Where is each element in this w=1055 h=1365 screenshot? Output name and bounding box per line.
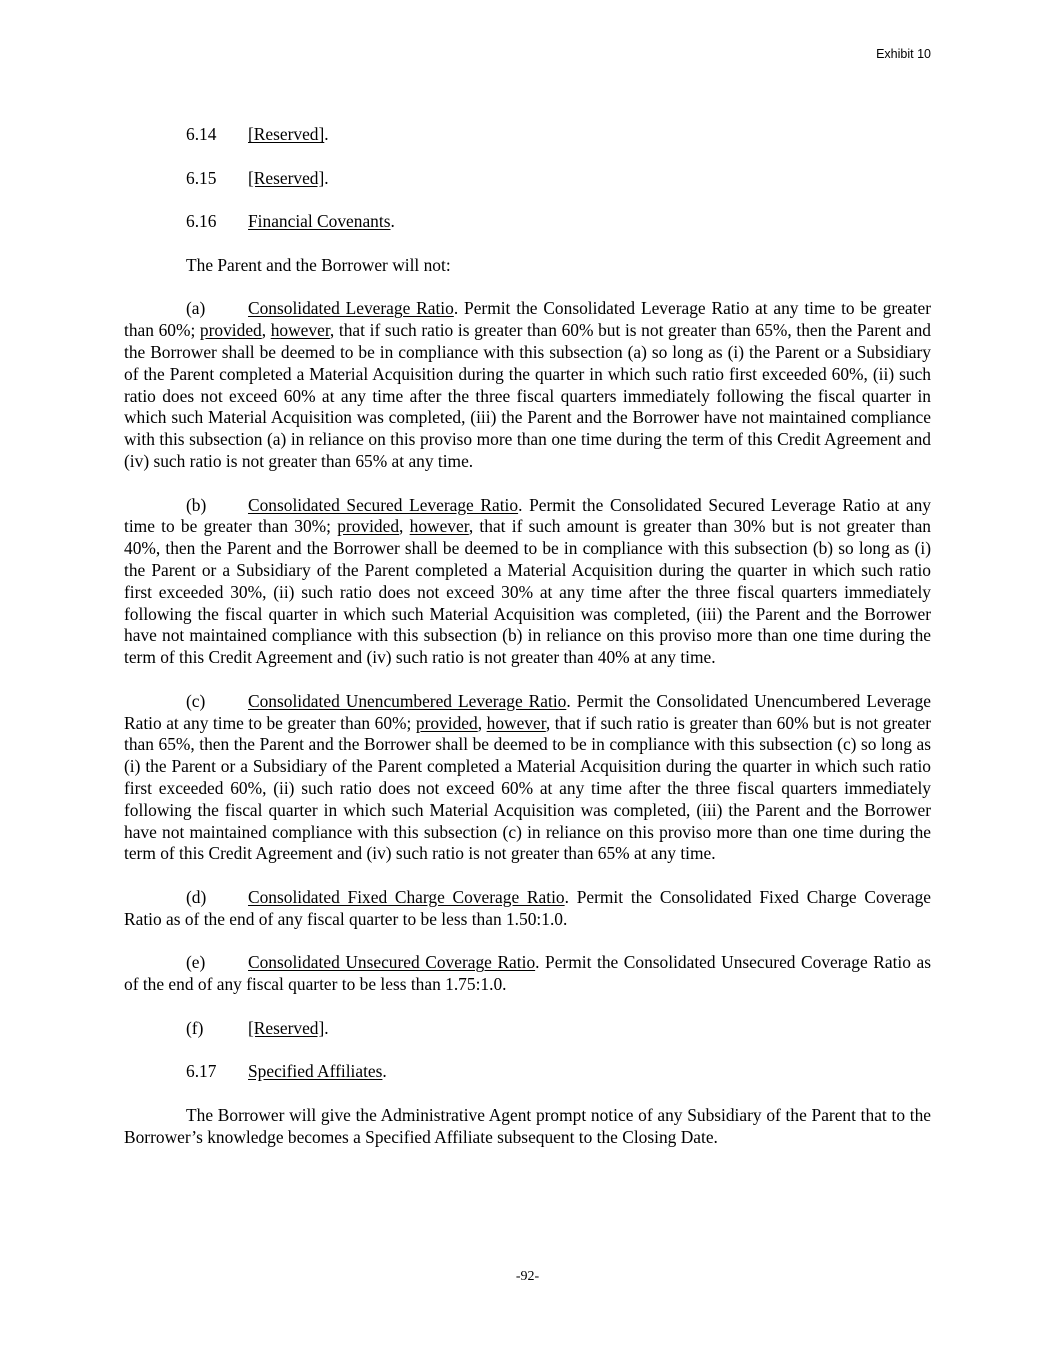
subsection-e	[124, 952, 931, 996]
section-title: Specified Affiliates	[248, 1061, 383, 1082]
subsection-title: Consolidated Fixed Charge Coverage Ratio	[248, 886, 565, 907]
subsection-label: (d)	[186, 886, 207, 907]
section-number: 6.14	[186, 124, 217, 144]
subsection-title: Consolidated Secured Leverage Ratio	[248, 494, 519, 515]
provided-term: provided	[415, 712, 478, 733]
section-punct: .	[324, 124, 329, 144]
subsection-f	[124, 1018, 931, 1040]
section-title: [Reserved]	[248, 167, 325, 188]
subsection-text-cont: , that if such amount is greater than 30% but is not greater than 40%, then the Parent and the Borrower shall be deemed to be in compliance with this subsection (b) so long as (i) the Parent or a Subsidiary of the Parent completed a Material Acquisition during the quarter in which such ratio first exceeded 30%, (ii) such ratio does not exceed 30% at any time after the three fiscal quarters immediately following the fiscal quarter in which such Material Acquisition was completed, (iii) the Parent and the Borrower have not maintained compliance with this subsection (b) in reliance on this proviso more than one time during the term of this Credit Agreement and (iv) such ratio is not greater than 40% at any time.	[124, 516, 931, 668]
subsection-label: (e)	[186, 952, 206, 973]
subsection-d	[124, 887, 931, 931]
comma: ,	[399, 516, 410, 537]
subsection-b	[124, 495, 931, 669]
however-term: however	[270, 320, 330, 341]
section-title: [Reserved]	[248, 124, 325, 144]
subsection-title: Consolidated Unencumbered Leverage Ratio	[248, 690, 567, 711]
section-6-17	[124, 1061, 931, 1083]
subsection-title: Consolidated Leverage Ratio	[248, 298, 454, 319]
section-number: 6.17	[186, 1061, 217, 1082]
section-6-16-intro: The Parent and the Borrower will not:	[186, 254, 451, 275]
subsection-text-cont: , that if such ratio is greater than 60% but is not greater than 65%, then the Parent and the Borrower shall be deemed to be in compliance with this subsection (c) so long as (i) the Parent or a Subsidiary of the Parent completed a Material Acquisition during the quarter in which such ratio first exceeded 60%, (ii) such ratio does not exceed 60% at any time after the three fiscal quarters immediately following the fiscal quarter in which such Material Acquisition was completed, (iii) the Parent and the Borrower have not maintained compliance with this subsection (c) in reliance on this proviso more than one time during the term of this Credit Agreement and (iv) such ratio is not greater than 65% at any time.	[124, 712, 931, 864]
section-punct: .	[324, 1017, 329, 1038]
section-title: Financial Covenants	[248, 211, 391, 232]
subsection-text: . Permit the Consolidated Secured Leverage Ratio at any time to be greater than 30%;	[124, 494, 931, 537]
subsection-text: . Permit the Consolidated Leverage Ratio at any time to be greater than 60%;	[124, 298, 931, 341]
subsection-label: (a)	[186, 298, 206, 319]
comma: ,	[477, 712, 487, 733]
comma: ,	[261, 320, 271, 341]
section-6-15	[124, 168, 931, 190]
provided-term: provided	[199, 320, 262, 341]
section-punct: .	[324, 167, 329, 188]
section-6-16	[124, 211, 931, 233]
subsection-label: (c)	[186, 690, 206, 711]
subsection-a	[124, 298, 931, 472]
subsection-title: [Reserved]	[248, 1017, 325, 1038]
document-body	[124, 124, 931, 1170]
page-number: -92-	[515, 1269, 540, 1284]
subsection-label: (b)	[186, 494, 207, 515]
section-6-14	[124, 124, 931, 146]
subsection-label: (f)	[186, 1017, 204, 1038]
section-number: 6.16	[186, 211, 217, 232]
exhibit-label: Exhibit 10	[876, 47, 931, 61]
subsection-c	[124, 691, 931, 865]
section-punct: .	[382, 1061, 387, 1082]
subsection-text: . Permit the Consolidated Unsecured Coverage Ratio as of the end of any fiscal quarter to be less than 1.75:1.0.	[124, 952, 931, 995]
provided-term: provided	[337, 516, 400, 537]
however-term: however	[486, 712, 546, 733]
however-term: however	[409, 516, 469, 537]
section-number: 6.15	[186, 167, 217, 188]
subsection-text-cont: , that if such ratio is greater than 60% but is not greater than 65%, then the Parent and the Borrower shall be deemed to be in compliance with this subsection (a) so long as (i) the Parent or a Subsidiary of the Parent completed a Material Acquisition during the quarter in which such ratio first exceeded 60%, (ii) such ratio does not exceed 60% at any time after the three fiscal quarters immediately following the fiscal quarter in which such Material Acquisition was completed, (iii) the Parent and the Borrower have not maintained compliance with this subsection (a) in reliance on this proviso more than one time during the term of this Credit Agreement and (iv) such ratio is not greater than 65% at any time.	[124, 320, 931, 471]
section-6-17-body: The Borrower will give the Administrative Agent prompt notice of any Subsidiary of the Parent that to the Borrower’s knowledge becomes a Specified Affiliate subsequent to the Closing Date.	[124, 1104, 931, 1147]
section-punct: .	[390, 211, 395, 232]
subsection-text: . Permit the Consolidated Unencumbered Leverage Ratio at any time to be greater than 60%;	[124, 690, 932, 733]
subsection-title: Consolidated Unsecured Coverage Ratio	[248, 952, 536, 973]
subsection-text: . Permit the Consolidated Fixed Charge Coverage Ratio as of the end of any fiscal quarter to be less than 1.50:1.0.	[124, 886, 931, 929]
